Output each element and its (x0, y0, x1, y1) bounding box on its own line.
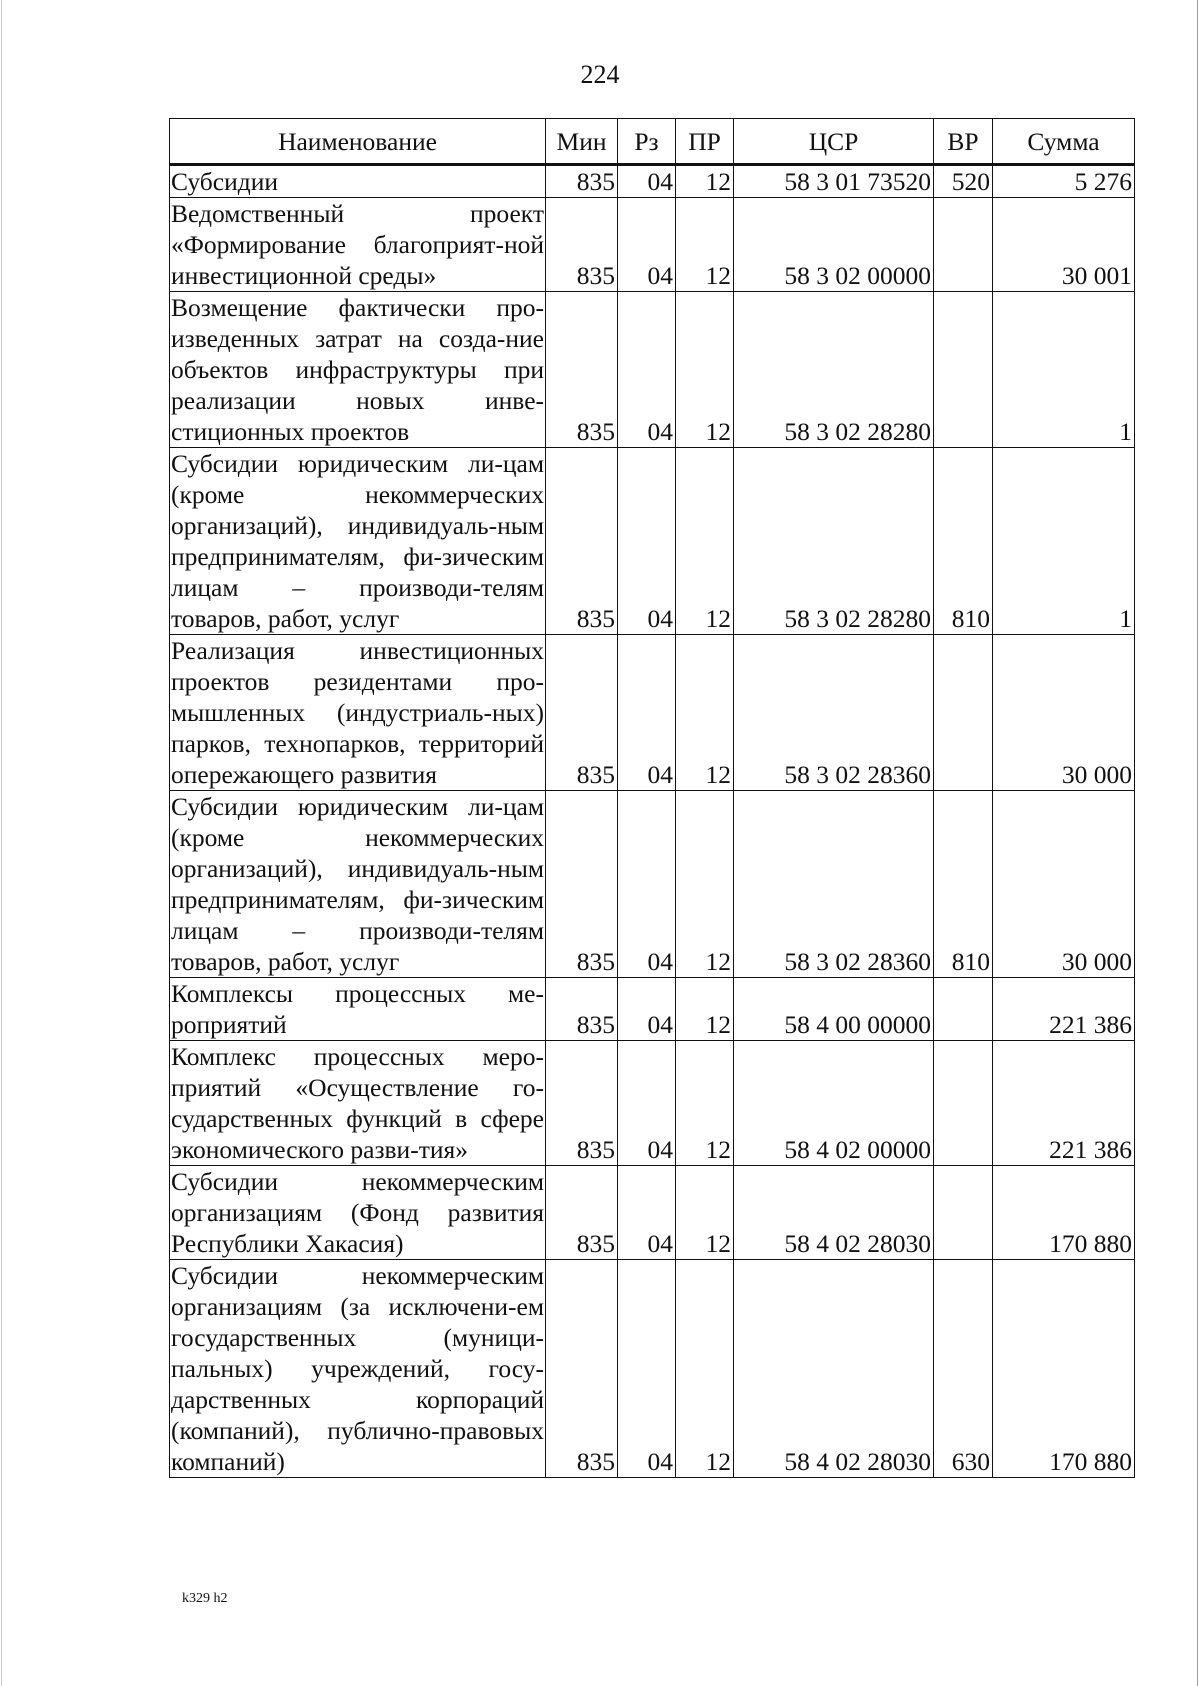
row-csr: 58 3 02 00000 (734, 198, 934, 292)
row-pr: 12 (676, 198, 734, 292)
row-pr: 12 (676, 165, 734, 198)
header-name: Наименование (170, 119, 546, 165)
row-csr: 58 4 02 28030 (734, 1166, 934, 1260)
row-name: Субсидии юридическим ли-цам (кроме некоммерческих организаций), индивидуаль-ным предпринимателям, фи-зическим лицам – производи-телям товаров, работ, услуг (171, 449, 544, 633)
budget-table (169, 118, 1135, 1478)
row-min: 835 (546, 1166, 618, 1260)
row-name: Ведомственный проект «Формирование благоприят-ной инвестиционной среды» (171, 199, 544, 290)
header-vr: ВР (934, 119, 993, 165)
row-vr: 630 (934, 1260, 993, 1478)
scan-edge-left (1, 0, 2, 1686)
row-rz: 04 (618, 198, 676, 292)
page-number: 224 (580, 60, 620, 89)
row-csr: 58 3 02 28360 (734, 635, 934, 791)
row-vr: 810 (934, 448, 993, 635)
row-vr (934, 978, 993, 1041)
table-row (170, 1041, 1135, 1166)
header-pr: ПР (676, 119, 734, 165)
row-min: 835 (546, 292, 618, 448)
row-sum: 30 000 (993, 635, 1135, 791)
row-min: 835 (546, 448, 618, 635)
table-row (170, 165, 1135, 198)
row-name: Реализация инвестиционных проектов резидентами про-мышленных (индустриаль-ных) парков, технопарков, территорий опережающего развития (171, 636, 544, 789)
row-rz: 04 (618, 292, 676, 448)
row-vr (934, 1166, 993, 1260)
row-pr: 12 (676, 1260, 734, 1478)
row-min: 835 (546, 635, 618, 791)
row-rz: 04 (618, 1166, 676, 1260)
header-sum: Сумма (993, 119, 1135, 165)
row-name: Комплексы процессных ме-роприятий (171, 979, 544, 1039)
row-sum: 221 386 (993, 1041, 1135, 1166)
row-name: Субсидии юридическим ли-цам (кроме некоммерческих организаций), индивидуаль-ным предпринимателям, фи-зическим лицам – производи-телям товаров, работ, услуг (171, 792, 544, 976)
row-sum: 30 000 (993, 791, 1135, 978)
header-csr: ЦСР (734, 119, 934, 165)
table-row (170, 1260, 1135, 1478)
row-csr: 58 3 01 73520 (734, 165, 934, 198)
row-min: 835 (546, 791, 618, 978)
row-rz: 04 (618, 978, 676, 1041)
row-vr (934, 635, 993, 791)
row-vr (934, 198, 993, 292)
row-rz: 04 (618, 635, 676, 791)
row-csr: 58 3 02 28360 (734, 791, 934, 978)
row-sum: 30 001 (993, 198, 1135, 292)
row-sum: 221 386 (993, 978, 1135, 1041)
table-row (170, 1166, 1135, 1260)
table-row (170, 198, 1135, 292)
row-pr: 12 (676, 292, 734, 448)
row-min: 835 (546, 1041, 618, 1166)
table-row (170, 292, 1135, 448)
table-row (170, 448, 1135, 635)
table-row (170, 791, 1135, 978)
row-sum: 1 (993, 292, 1135, 448)
header-row (170, 119, 1135, 165)
row-vr (934, 292, 993, 448)
header-min: Мин (546, 119, 618, 165)
row-sum: 170 880 (993, 1166, 1135, 1260)
row-min: 835 (546, 1260, 618, 1478)
row-min: 835 (546, 165, 618, 198)
row-pr: 12 (676, 448, 734, 635)
document-footer-code: k329 h2 (182, 1591, 228, 1606)
row-vr (934, 1041, 993, 1166)
row-sum: 170 880 (993, 1260, 1135, 1478)
row-csr: 58 4 02 00000 (734, 1041, 934, 1166)
row-csr: 58 4 00 00000 (734, 978, 934, 1041)
row-sum: 1 (993, 448, 1135, 635)
row-csr: 58 3 02 28280 (734, 292, 934, 448)
row-name: Субсидии некоммерческим организациям (за исключени-ем государственных (муници-пальных) учреждений, госу-дарственных корпораций (компаний), публично-правовых компаний) (171, 1261, 544, 1476)
row-vr: 810 (934, 791, 993, 978)
row-name: Субсидии некоммерческим организациям (Фонд развития Республики Хакасия) (171, 1167, 544, 1258)
row-rz: 04 (618, 448, 676, 635)
row-pr: 12 (676, 978, 734, 1041)
row-sum: 5 276 (993, 165, 1135, 198)
table-row (170, 978, 1135, 1041)
row-min: 835 (546, 198, 618, 292)
scan-edge-right (1197, 0, 1198, 1686)
row-pr: 12 (676, 635, 734, 791)
row-rz: 04 (618, 1041, 676, 1166)
row-pr: 12 (676, 1041, 734, 1166)
row-vr: 520 (934, 165, 993, 198)
row-name: Возмещение фактически про-изведенных затрат на созда-ние объектов инфраструктуры при реализации новых инве-стиционных проектов (171, 293, 544, 446)
row-name: Комплекс процессных меро-приятий «Осуществление го-сударственных функций в сфере экономического разви-тия» (171, 1042, 544, 1164)
row-pr: 12 (676, 791, 734, 978)
row-csr: 58 4 02 28030 (734, 1260, 934, 1478)
table-row (170, 635, 1135, 791)
header-rz: Рз (618, 119, 676, 165)
row-rz: 04 (618, 165, 676, 198)
row-name: Субсидии (170, 165, 546, 198)
row-rz: 04 (618, 791, 676, 978)
row-csr: 58 3 02 28280 (734, 448, 934, 635)
row-min: 835 (546, 978, 618, 1041)
row-rz: 04 (618, 1260, 676, 1478)
row-pr: 12 (676, 1166, 734, 1260)
